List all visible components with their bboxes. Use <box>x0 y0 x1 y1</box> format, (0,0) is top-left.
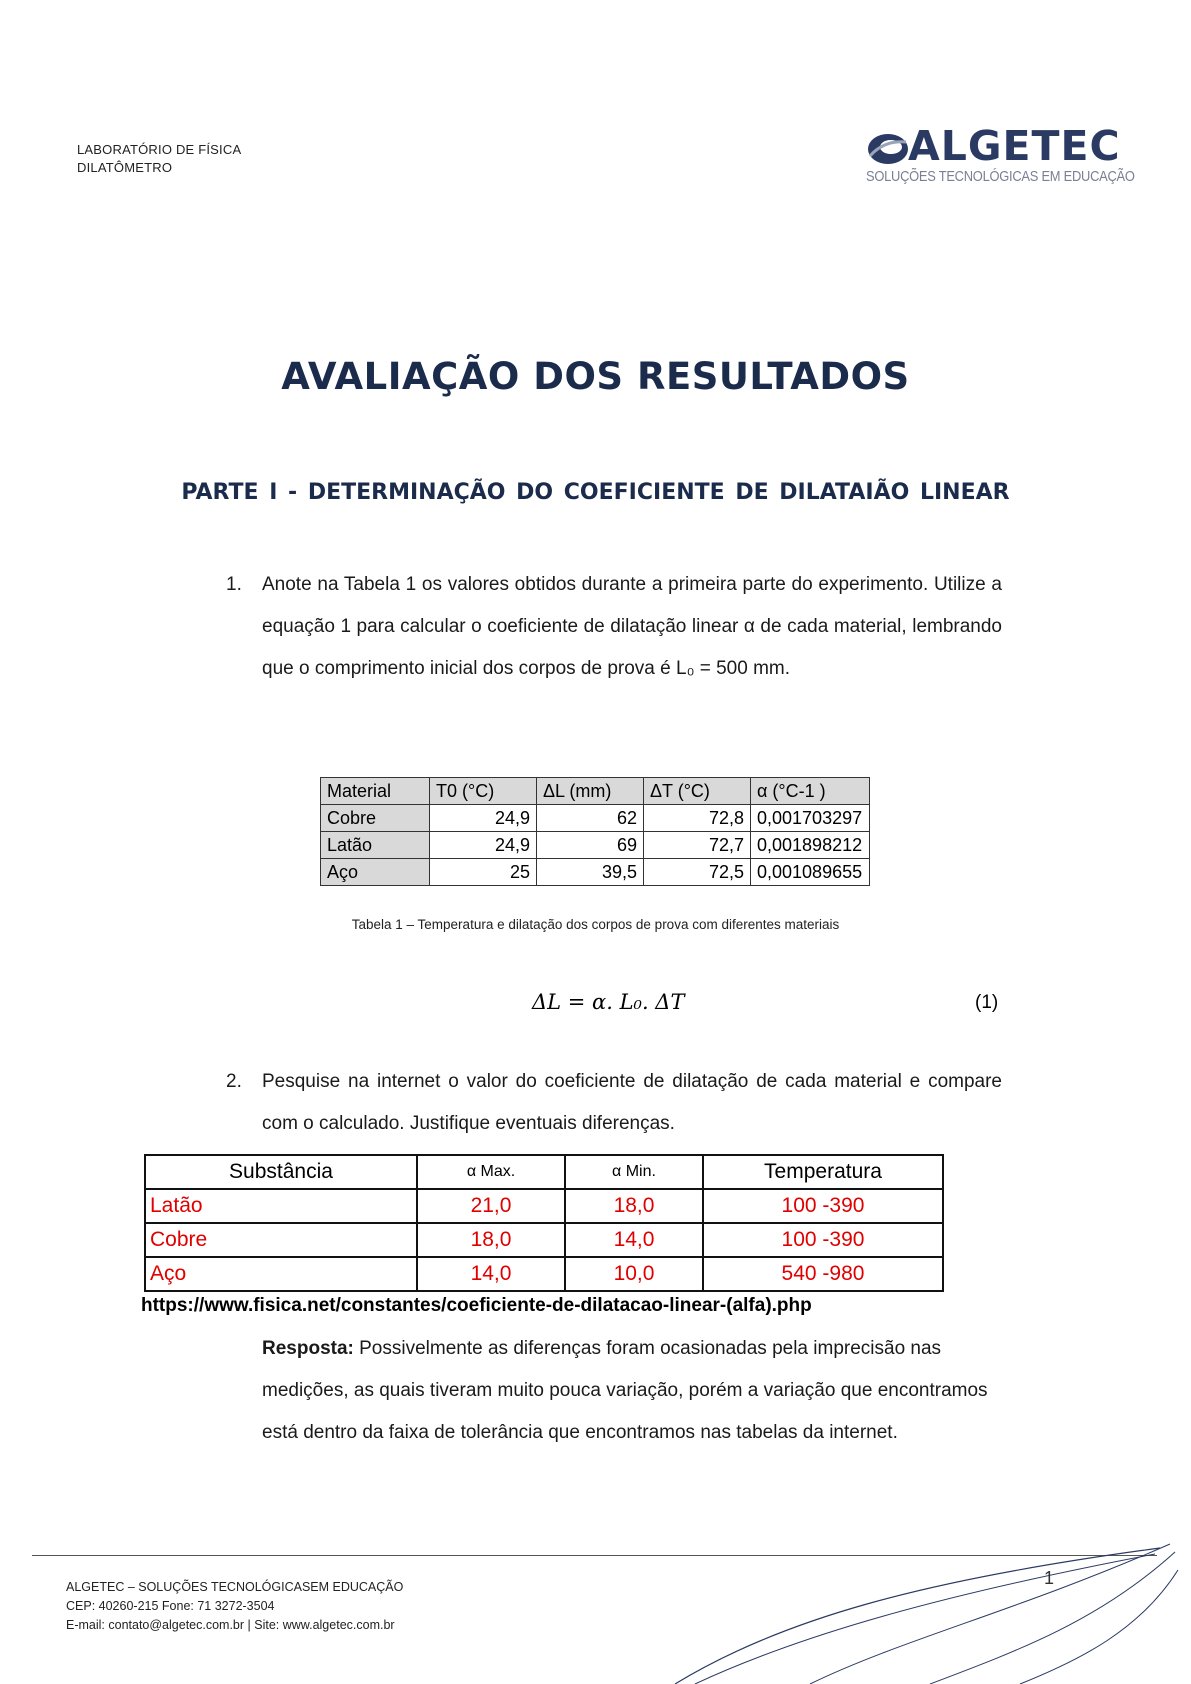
question-2-text: Pesquise na internet o valor do coeficiente de dilatação de cada material e compare com o calculado. Justifique eventuais diferenças. <box>262 1071 1002 1134</box>
value-cell: 72,7 <box>644 832 751 859</box>
results-table <box>320 777 870 886</box>
value-cell: 0,001703297 <box>751 805 870 832</box>
value-cell: 0,001089655 <box>751 859 870 886</box>
header-experiment-name: DILATÔMETRO <box>77 160 173 175</box>
logo-tagline: SOLUÇÕES TECNOLÓGICAS EM EDUCAÇÃO <box>866 168 1135 185</box>
value-cell: 69 <box>537 832 644 859</box>
reference-table <box>144 1154 944 1292</box>
header-cell: α Max. <box>417 1155 565 1189</box>
table-row <box>145 1223 943 1257</box>
answer-text: Possivelmente as diferenças foram ocasionadas pela imprecisão nas medições, as quais tiveram muito pouca variação, porém a variação que encontramos está dentro da faixa de tolerância que encontramos nas tabelas da internet. <box>262 1338 988 1443</box>
header-cell: α (°C-1 ) <box>751 778 870 805</box>
equation-number: (1) <box>975 992 999 1013</box>
footer-swoosh-decoration <box>600 1540 1180 1684</box>
header-cell: ΔT (°C) <box>644 778 751 805</box>
header-lab-title: LABORATÓRIO DE FÍSICA <box>77 142 242 157</box>
substance-cell: Aço <box>145 1257 417 1291</box>
answer-label: Resposta: <box>262 1338 354 1359</box>
material-cell: Latão <box>321 832 430 859</box>
footer-contact <box>66 1578 403 1635</box>
reference-table-header <box>145 1155 943 1189</box>
header-cell: Substância <box>145 1155 417 1189</box>
table-row <box>321 859 870 886</box>
material-cell: Aço <box>321 859 430 886</box>
value-cell: 18,0 <box>417 1223 565 1257</box>
value-cell: 540 -980 <box>703 1257 943 1291</box>
table-row <box>321 832 870 859</box>
source-url: https://www.fisica.net/constantes/coeficiente-de-dilatacao-linear-(alfa).php <box>141 1295 812 1316</box>
question-2-number: 2. <box>226 1071 242 1092</box>
header-lab-info <box>77 141 241 177</box>
algetec-logo-mark-icon <box>866 130 910 168</box>
question-1-text: Anote na Tabela 1 os valores obtidos durante a primeira parte do experimento. Utilize a equação 1 para calcular o coeficiente de dilatação linear α de cada material, lembrando que o comprimento inicial dos corpos de prova é L₀ = 500 mm. <box>262 574 1002 679</box>
header-cell: α Min. <box>565 1155 703 1189</box>
substance-cell: Cobre <box>145 1223 417 1257</box>
value-cell: 0,001898212 <box>751 832 870 859</box>
value-cell: 100 -390 <box>703 1223 943 1257</box>
answer-paragraph <box>262 1328 1012 1454</box>
footer-address: CEP: 40260-215 Fone: 71 3272-3504 <box>66 1599 275 1613</box>
value-cell: 100 -390 <box>703 1189 943 1223</box>
question-1-number: 1. <box>226 574 242 595</box>
table-row <box>321 805 870 832</box>
algetec-logo <box>866 122 1135 190</box>
material-cell: Cobre <box>321 805 430 832</box>
value-cell: 18,0 <box>565 1189 703 1223</box>
value-cell: 24,9 <box>430 832 537 859</box>
equation-formula: ΔL = α. L₀. ΔT <box>532 990 685 1014</box>
value-cell: 25 <box>430 859 537 886</box>
value-cell: 14,0 <box>417 1257 565 1291</box>
value-cell: 24,9 <box>430 805 537 832</box>
value-cell: 39,5 <box>537 859 644 886</box>
results-table-header <box>321 778 870 805</box>
value-cell: 21,0 <box>417 1189 565 1223</box>
header-cell: Material <box>321 778 430 805</box>
table-row <box>145 1189 943 1223</box>
value-cell: 72,5 <box>644 859 751 886</box>
value-cell: 72,8 <box>644 805 751 832</box>
header-cell: ΔL (mm) <box>537 778 644 805</box>
value-cell: 10,0 <box>565 1257 703 1291</box>
footer-email-site: E-mail: contato@algetec.com.br | Site: www.algetec.com.br <box>66 1618 395 1632</box>
value-cell: 62 <box>537 805 644 832</box>
section-subtitle: PARTE I - DETERMINAÇÃO DO COEFICIENTE DE DILATAIÃO LINEAR <box>181 480 1010 505</box>
page-title: AVALIAÇÃO DOS RESULTADOS <box>281 355 910 398</box>
header-cell: T0 (°C) <box>430 778 537 805</box>
header-cell: Temperatura <box>703 1155 943 1189</box>
substance-cell: Latão <box>145 1189 417 1223</box>
page-number: 1 <box>1044 1568 1055 1588</box>
footer-company: ALGETEC – SOLUÇÕES TECNOLÓGICASEM EDUCAÇÃO <box>66 1580 404 1594</box>
value-cell: 14,0 <box>565 1223 703 1257</box>
table-row <box>145 1257 943 1291</box>
logo-wordmark: ALGETEC <box>908 122 1121 170</box>
table-1-caption: Tabela 1 – Temperatura e dilatação dos corpos de prova com diferentes materiais <box>351 917 840 932</box>
